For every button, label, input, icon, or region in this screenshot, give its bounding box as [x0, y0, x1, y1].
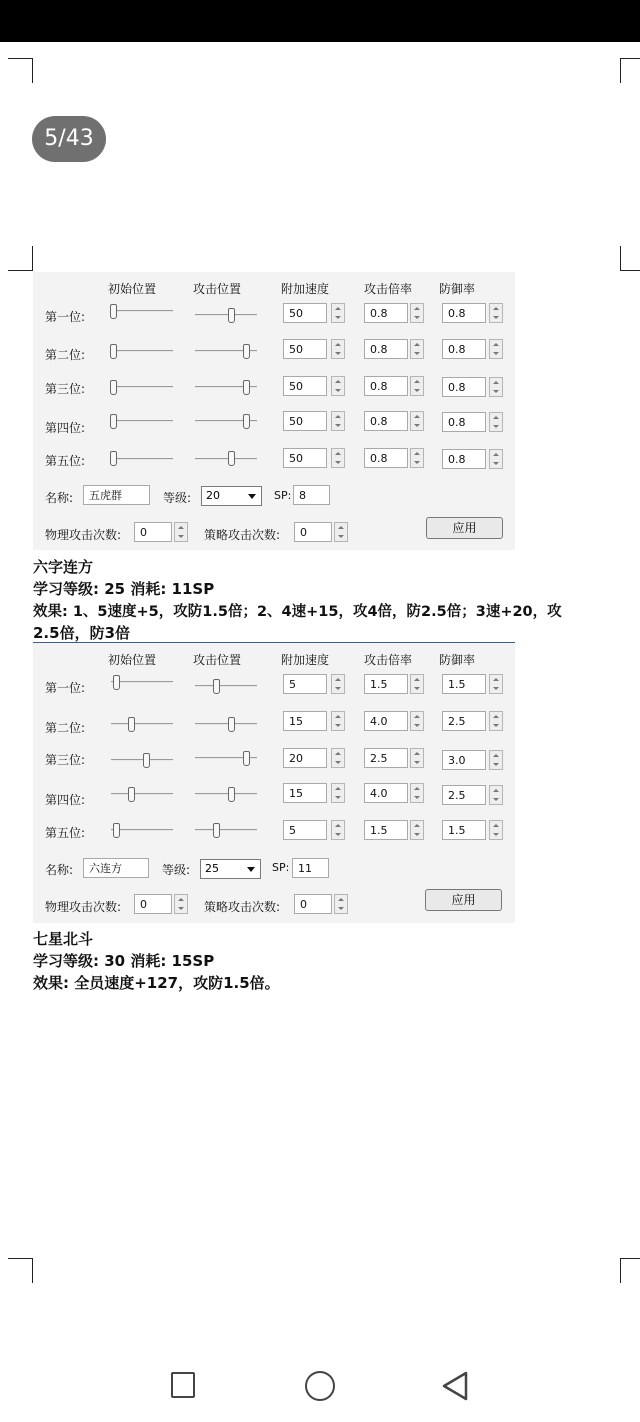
init-pos-slider[interactable] — [111, 458, 173, 460]
header-extra-speed: 附加速度 — [281, 282, 330, 296]
defense-rate-field[interactable]: 0.8 — [442, 339, 486, 359]
level-select[interactable] — [201, 486, 262, 506]
defense-rate-field[interactable]: 0.8 — [442, 377, 486, 397]
speed-field[interactable]: 50 — [283, 339, 327, 359]
attack-pos-slider-thumb[interactable] — [243, 344, 250, 359]
attack-rate-field[interactable]: 0.8 — [364, 339, 408, 359]
phys-attack-count-spinner[interactable] — [174, 522, 188, 542]
attack-rate-field[interactable]: 4.0 — [364, 711, 408, 731]
level-select-value: 25 — [205, 862, 219, 875]
strat-attack-count-label: 策略攻击次数: — [204, 900, 281, 914]
level-select-value: 20 — [206, 489, 220, 502]
init-pos-slider-thumb[interactable] — [143, 753, 150, 768]
attack-pos-slider-thumb[interactable] — [228, 787, 235, 802]
speed-spinner[interactable] — [331, 674, 345, 694]
attack-rate-field[interactable]: 0.8 — [364, 448, 408, 468]
speed-spinner[interactable] — [331, 448, 345, 468]
defense-rate-spinner[interactable] — [489, 785, 503, 805]
defense-rate-field[interactable]: 1.5 — [442, 820, 486, 840]
defense-rate-spinner[interactable] — [489, 377, 503, 397]
dropdown-arrow-icon — [248, 494, 256, 499]
speed-field[interactable]: 50 — [283, 376, 327, 396]
attack-pos-slider-thumb[interactable] — [243, 380, 250, 395]
defense-rate-field[interactable]: 2.5 — [442, 711, 486, 731]
attack-rate-spinner[interactable] — [410, 339, 424, 359]
back-button[interactable] — [440, 1370, 470, 1406]
defense-rate-field[interactable]: 0.8 — [442, 449, 486, 469]
defense-rate-field[interactable]: 3.0 — [442, 750, 486, 770]
attack-rate-spinner[interactable] — [410, 783, 424, 803]
speed-spinner[interactable] — [331, 376, 345, 396]
init-pos-slider[interactable] — [111, 793, 173, 795]
attack-rate-spinner[interactable] — [410, 711, 424, 731]
phys-attack-count-spinner[interactable] — [174, 894, 188, 914]
init-pos-slider-thumb[interactable] — [110, 304, 117, 319]
speed-field[interactable]: 20 — [283, 748, 327, 768]
name-label: 名称: — [45, 863, 74, 877]
row-label: 第二位: — [45, 348, 86, 362]
attack-rate-field[interactable]: 2.5 — [364, 748, 408, 768]
attack-pos-slider[interactable] — [195, 458, 257, 460]
learn-level-text: 学习等级: 25 消耗: 11SP — [33, 580, 215, 598]
speed-spinner[interactable] — [331, 303, 345, 323]
learn-level-text: 学习等级: 30 消耗: 15SP — [33, 952, 215, 970]
init-pos-slider-thumb[interactable] — [128, 787, 135, 802]
speed-spinner[interactable] — [331, 339, 345, 359]
strat-attack-count-spinner[interactable] — [334, 522, 348, 542]
row-label: 第三位: — [45, 382, 86, 396]
section-title: 七星北斗 — [33, 930, 94, 948]
init-pos-slider[interactable] — [111, 350, 173, 352]
speed-field[interactable]: 5 — [283, 674, 327, 694]
strat-attack-count-field[interactable]: 0 — [294, 522, 332, 542]
attack-rate-field[interactable]: 4.0 — [364, 783, 408, 803]
level-label: 等级: — [163, 491, 192, 505]
init-pos-slider[interactable] — [111, 386, 173, 388]
row-label: 第一位: — [45, 681, 86, 695]
header-defense-rate: 防御率 — [439, 282, 476, 296]
name-label: 名称: — [45, 491, 74, 505]
init-pos-slider[interactable] — [111, 681, 173, 683]
attack-rate-field[interactable]: 1.5 — [364, 674, 408, 694]
attack-pos-slider-thumb[interactable] — [213, 823, 220, 838]
defense-rate-field[interactable]: 0.8 — [442, 412, 486, 432]
header-attack-pos: 攻击位置 — [193, 653, 242, 667]
init-pos-slider[interactable] — [111, 723, 173, 725]
speed-field[interactable]: 50 — [283, 411, 327, 431]
init-pos-slider-thumb[interactable] — [110, 344, 117, 359]
header-init-pos: 初始位置 — [108, 653, 157, 667]
crop-mark-mid-left — [8, 246, 33, 271]
attack-pos-slider-thumb[interactable] — [243, 751, 250, 766]
attack-rate-field[interactable]: 0.8 — [364, 376, 408, 396]
header-attack-pos: 攻击位置 — [193, 282, 242, 296]
attack-rate-spinner[interactable] — [410, 674, 424, 694]
defense-rate-spinner[interactable] — [489, 750, 503, 770]
defense-rate-spinner[interactable] — [489, 820, 503, 840]
crop-mark-bottom-right — [620, 1258, 640, 1283]
attack-pos-slider[interactable] — [195, 314, 257, 316]
speed-field[interactable]: 50 — [283, 303, 327, 323]
row-label: 第四位: — [45, 421, 86, 435]
speed-spinner[interactable] — [331, 411, 345, 431]
row-label: 第五位: — [45, 454, 86, 468]
attack-pos-slider[interactable] — [195, 723, 257, 725]
attack-pos-slider-thumb[interactable] — [213, 679, 220, 694]
speed-field[interactable]: 50 — [283, 448, 327, 468]
attack-pos-slider[interactable] — [195, 685, 257, 687]
init-pos-slider-thumb[interactable] — [113, 675, 120, 690]
crop-mark-top-left — [8, 58, 33, 83]
crop-mark-bottom-left — [8, 1258, 33, 1283]
init-pos-slider-thumb[interactable] — [110, 380, 117, 395]
name-field[interactable]: 五虎群 — [83, 485, 150, 505]
strat-attack-count-field[interactable]: 0 — [294, 894, 332, 914]
row-label: 第五位: — [45, 826, 86, 840]
level-label: 等级: — [162, 863, 191, 877]
effect-text: 效果: 全员速度+127，攻防1.5倍。 — [33, 974, 280, 992]
attack-rate-field[interactable]: 1.5 — [364, 820, 408, 840]
speed-field[interactable]: 15 — [283, 711, 327, 731]
sp-field[interactable]: 8 — [293, 485, 330, 505]
back-triangle-icon — [440, 1370, 470, 1402]
defense-rate-spinner[interactable] — [489, 339, 503, 359]
section-title: 六字连方 — [33, 558, 94, 576]
header-init-pos: 初始位置 — [108, 282, 157, 296]
header-defense-rate: 防御率 — [439, 653, 476, 667]
speed-field[interactable]: 15 — [283, 783, 327, 803]
defense-rate-spinner[interactable] — [489, 674, 503, 694]
crop-mark-top-right — [620, 58, 640, 83]
init-pos-slider[interactable] — [111, 310, 173, 312]
attack-rate-spinner[interactable] — [410, 411, 424, 431]
strat-attack-count-label: 策略攻击次数: — [204, 528, 281, 542]
attack-rate-spinner[interactable] — [410, 748, 424, 768]
init-pos-slider-thumb[interactable] — [113, 823, 120, 838]
phys-attack-count-field[interactable]: 0 — [134, 894, 172, 914]
init-pos-slider[interactable] — [111, 759, 173, 761]
page-indicator: 5/43 — [32, 116, 106, 162]
attack-rate-spinner[interactable] — [410, 448, 424, 468]
phys-attack-count-label: 物理攻击次数: — [45, 900, 122, 914]
level-select[interactable] — [200, 859, 261, 879]
defense-rate-field[interactable]: 2.5 — [442, 785, 486, 805]
sp-label: SP: — [274, 489, 292, 502]
status-bar — [0, 0, 640, 42]
effect-text: 效果: 1、5速度+5，攻防1.5倍；2、4速+15，攻4倍，防2.5倍；3速+20，攻 — [33, 604, 562, 620]
home-button[interactable] — [305, 1371, 335, 1401]
apply-button[interactable]: 应用 — [426, 517, 503, 539]
attack-pos-slider-thumb[interactable] — [243, 414, 250, 429]
formation-panel-1 — [33, 272, 515, 550]
attack-rate-spinner[interactable] — [410, 820, 424, 840]
formation-panel-2 — [33, 642, 515, 923]
speed-field[interactable]: 5 — [283, 820, 327, 840]
init-pos-slider-thumb[interactable] — [110, 414, 117, 429]
init-pos-slider[interactable] — [111, 829, 173, 831]
attack-pos-slider-thumb[interactable] — [228, 717, 235, 732]
attack-rate-field[interactable]: 0.8 — [364, 303, 408, 323]
attack-rate-field[interactable]: 0.8 — [364, 411, 408, 431]
apply-button[interactable]: 应用 — [425, 889, 502, 911]
init-pos-slider-thumb[interactable] — [128, 717, 135, 732]
row-label: 第一位: — [45, 310, 86, 324]
dropdown-arrow-icon — [247, 867, 255, 872]
name-field[interactable]: 六连方 — [83, 858, 149, 878]
speed-spinner[interactable] — [331, 711, 345, 731]
row-label: 第四位: — [45, 793, 86, 807]
defense-rate-field[interactable]: 1.5 — [442, 674, 486, 694]
effect-text-cont: 2.5倍，防3倍 — [33, 624, 131, 642]
row-label: 第三位: — [45, 753, 86, 767]
defense-rate-spinner[interactable] — [489, 412, 503, 432]
speed-spinner[interactable] — [331, 748, 345, 768]
header-attack-rate: 攻击倍率 — [364, 282, 413, 296]
defense-rate-spinner[interactable] — [489, 711, 503, 731]
header-attack-rate: 攻击倍率 — [364, 653, 413, 667]
sp-label: SP: — [272, 861, 290, 874]
attack-pos-slider-thumb[interactable] — [228, 308, 235, 323]
speed-spinner[interactable] — [331, 783, 345, 803]
attack-rate-spinner[interactable] — [410, 303, 424, 323]
phys-attack-count-field[interactable]: 0 — [134, 522, 172, 542]
sp-field[interactable]: 11 — [292, 858, 329, 878]
init-pos-slider-thumb[interactable] — [110, 451, 117, 466]
strat-attack-count-spinner[interactable] — [334, 894, 348, 914]
attack-pos-slider[interactable] — [195, 829, 257, 831]
attack-pos-slider[interactable] — [195, 793, 257, 795]
crop-mark-mid-right — [620, 246, 640, 271]
defense-rate-spinner[interactable] — [489, 303, 503, 323]
defense-rate-field[interactable]: 0.8 — [442, 303, 486, 323]
speed-spinner[interactable] — [331, 820, 345, 840]
phys-attack-count-label: 物理攻击次数: — [45, 528, 122, 542]
header-extra-speed: 附加速度 — [281, 653, 330, 667]
attack-pos-slider-thumb[interactable] — [228, 451, 235, 466]
init-pos-slider[interactable] — [111, 420, 173, 422]
attack-rate-spinner[interactable] — [410, 376, 424, 396]
recent-apps-button[interactable] — [171, 1372, 195, 1398]
row-label: 第二位: — [45, 721, 86, 735]
defense-rate-spinner[interactable] — [489, 449, 503, 469]
